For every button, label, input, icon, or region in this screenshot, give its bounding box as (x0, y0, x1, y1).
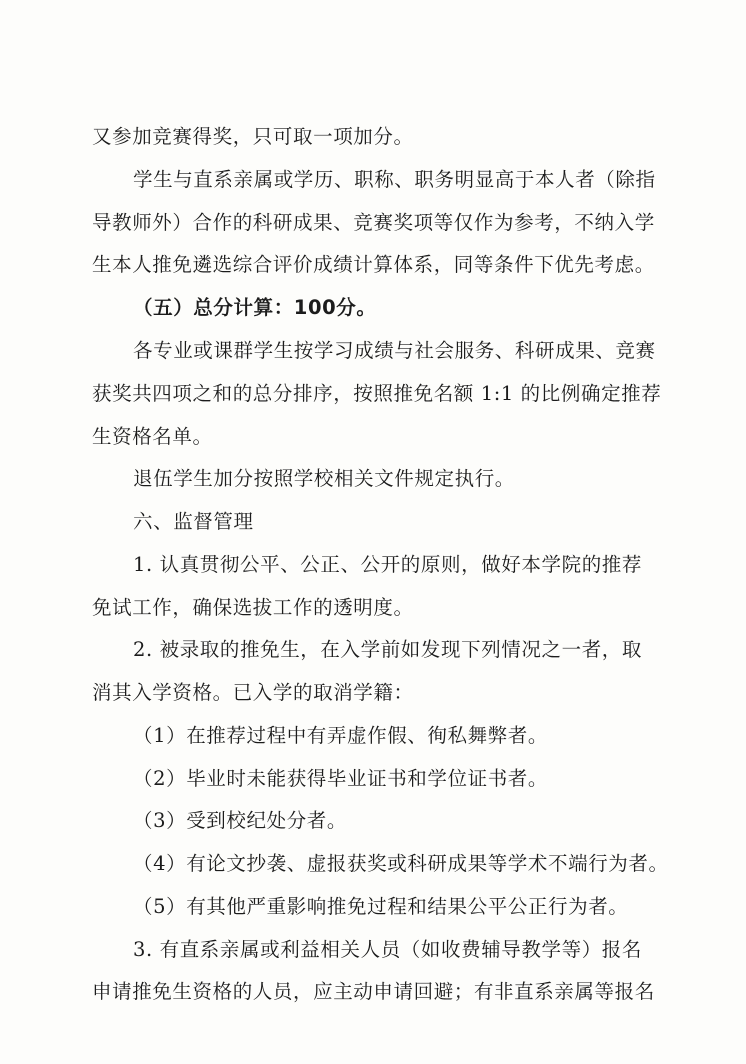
list-item: （4）有论文抄袭、虚报获奖或科研成果等学术不端行为者。 (133, 852, 669, 875)
paragraph-line: 获奖共四项之和的总分排序，按照推免名额 1:1 的比例确定推荐 (92, 382, 662, 405)
list-item: （2）毕业时未能获得毕业证书和学位证书者。 (133, 767, 549, 790)
paragraph-line: 生资格名单。 (92, 425, 213, 448)
paragraph-line: 消其入学资格。已入学的取消学籍： (92, 681, 414, 704)
paragraph-line: 导教师外）合作的科研成果、竞赛奖项等仅作为参考，不纳入学 (92, 211, 655, 234)
paragraph-line: 申请推免生资格的人员，应主动申请回避；有非直系亲属等报名 (92, 980, 655, 1003)
section-heading: （五）总分计算：100分。 (133, 296, 377, 319)
paragraph-line: 2. 被录取的推免生，在入学前如发现下列情况之一者，取 (133, 638, 643, 661)
paragraph-line: 各专业或课群学生按学习成绩与社会服务、科研成果、竞赛 (133, 339, 656, 362)
list-item: （5）有其他严重影响推免过程和结果公平公正行为者。 (133, 895, 629, 918)
paragraph-line: 又参加竞赛得奖，只可取一项加分。 (92, 125, 414, 148)
paragraph-line: 退伍学生加分按照学校相关文件规定执行。 (133, 467, 515, 490)
section-heading: 六、监督管理 (133, 510, 254, 533)
list-item: （1）在推荐过程中有弄虚作假、徇私舞弊者。 (133, 724, 549, 747)
paragraph-line: 1. 认真贯彻公平、公正、公开的原则，做好本学院的推荐 (133, 553, 643, 576)
paragraph-line: 3. 有直系亲属或利益相关人员（如收费辅导教学等）报名 (133, 938, 643, 961)
paragraph-line: 生本人推免遴选综合评价成绩计算体系，同等条件下优先考虑。 (92, 253, 655, 276)
list-item: （3）受到校纪处分者。 (133, 809, 348, 832)
paragraph-line: 学生与直系亲属或学历、职称、职务明显高于本人者（除指 (133, 168, 656, 191)
paragraph-line: 免试工作，确保选拔工作的透明度。 (92, 596, 414, 619)
